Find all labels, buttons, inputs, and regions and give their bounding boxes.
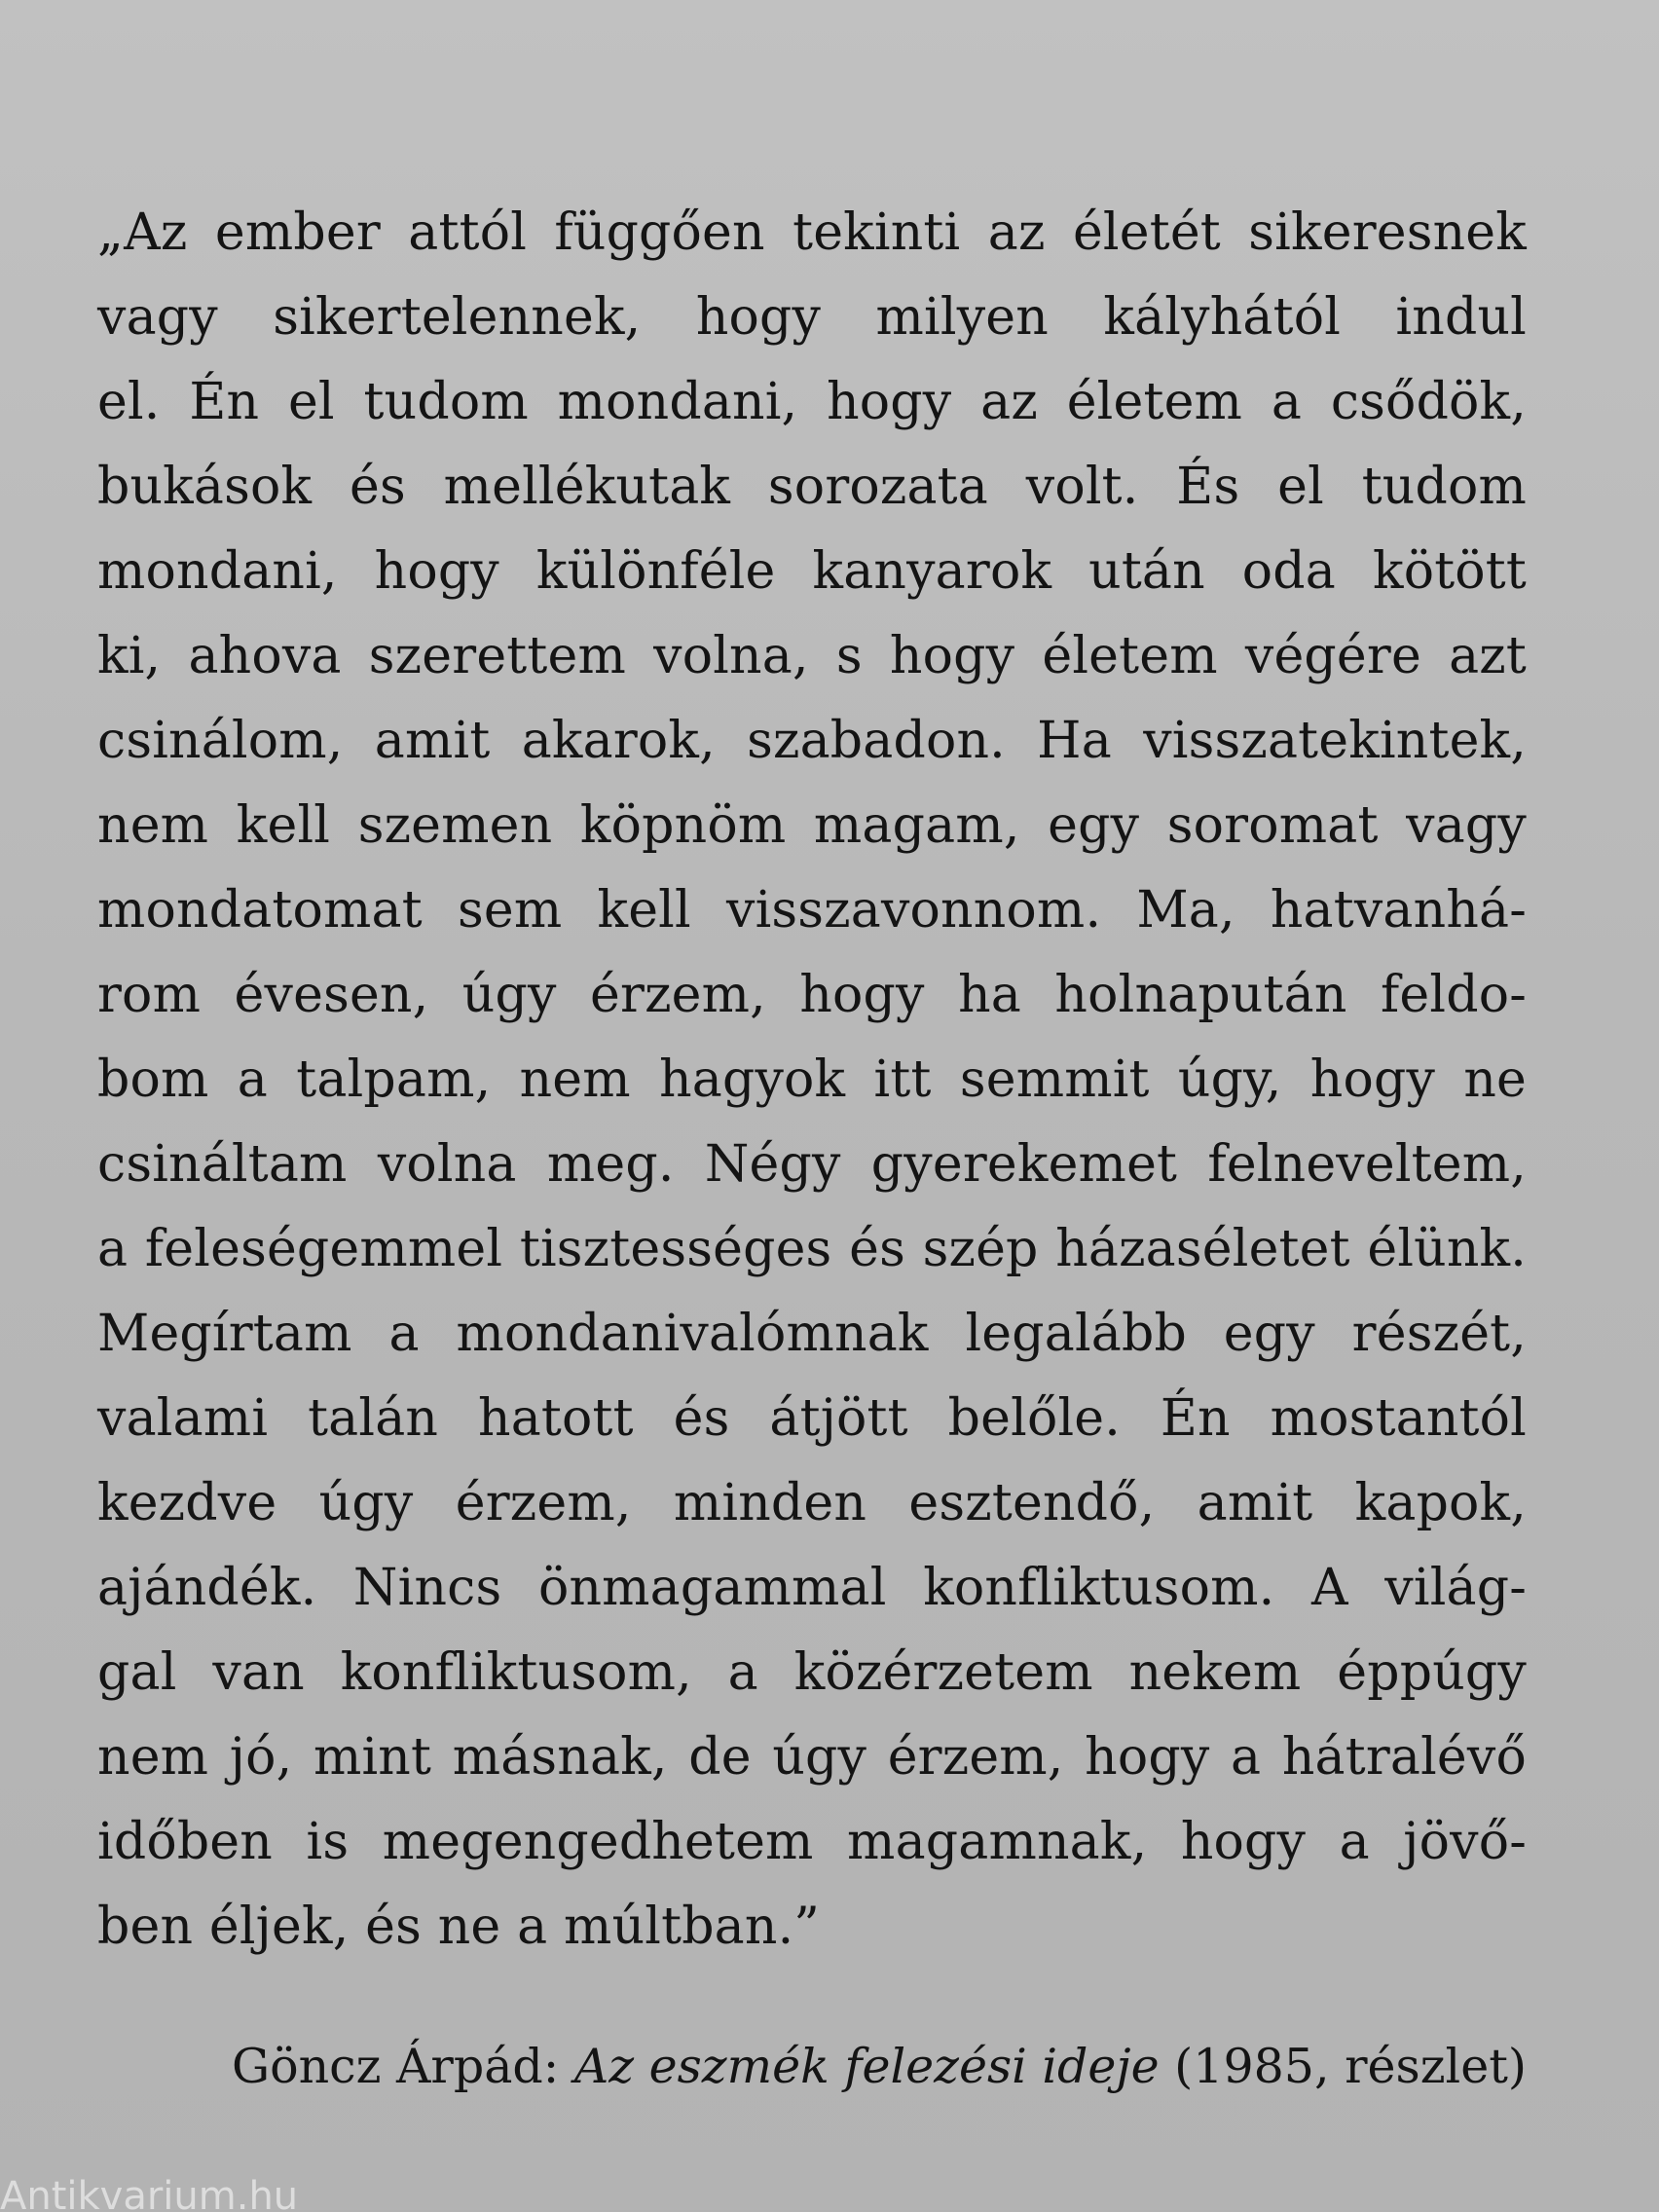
quote-line: mondani, hogy különféle kanyarok után oda kötött (97, 542, 1527, 601)
quote-line: valami talán hatott és átjött belőle. Én mostantól (97, 1389, 1527, 1448)
quote-line: mondatomat sem kell visszavonnom. Ma, hatvanhá- (97, 881, 1527, 940)
attribution-author: Göncz Árpád: (231, 2039, 574, 2094)
quote-line: gal van konfliktusom, a közérzetem nekem éppúgy (97, 1643, 1527, 1702)
quote-line: időben is megengedhetem magamnak, hogy a jövő- (97, 1813, 1527, 1871)
quote-line: ben éljek, és ne a múltban.” (97, 1898, 821, 1956)
quote-line: „Az ember attól függően tekinti az életét sikeresnek (97, 203, 1527, 262)
quote-line: nem kell szemen köpnöm magam, egy soromat vagy (97, 796, 1527, 855)
quote-line: a feleségemmel tisztességes és szép házaséletet élünk. (97, 1220, 1527, 1278)
attribution-details: (1985, részlet) (1159, 2039, 1527, 2094)
quote-line: csináltam volna meg. Négy gyerekemet felneveltem, (97, 1135, 1527, 1194)
attribution-title: Az eszmék felezési ideje (573, 2039, 1160, 2094)
quote-line: ki, ahova szerettem volna, s hogy életem végére azt (97, 627, 1527, 685)
quote-line: Megírtam a mondanivalómnak legalább egy részét, (97, 1305, 1527, 1363)
quote-line: rom évesen, úgy érzem, hogy ha holnapután feldo- (97, 966, 1527, 1024)
quote-line: bukások és mellékutak sorozata volt. És el tudom (97, 458, 1527, 516)
quote-line: ajándék. Nincs önmagammal konfliktusom. A világ- (97, 1559, 1527, 1617)
attribution (216, 2023, 1527, 2111)
watermark: Antikvarium.hu (0, 2177, 299, 2212)
quote-line: kezdve úgy érzem, minden esztendő, amit kapok, (97, 1474, 1527, 1532)
quote-line: el. Én el tudom mondani, hogy az életem a csődök, (97, 373, 1527, 431)
quote-text (97, 191, 1527, 1970)
quote-line: bom a talpam, nem hagyok itt semmit úgy, hogy ne (97, 1051, 1527, 1109)
quote-line: vagy sikertelennek, hogy milyen kályhától indul (97, 288, 1527, 347)
quote-line: csinálom, amit akarok, szabadon. Ha visszatekintek, (97, 712, 1527, 770)
quote-line: nem jó, mint másnak, de úgy érzem, hogy a hátralévő (97, 1728, 1527, 1787)
